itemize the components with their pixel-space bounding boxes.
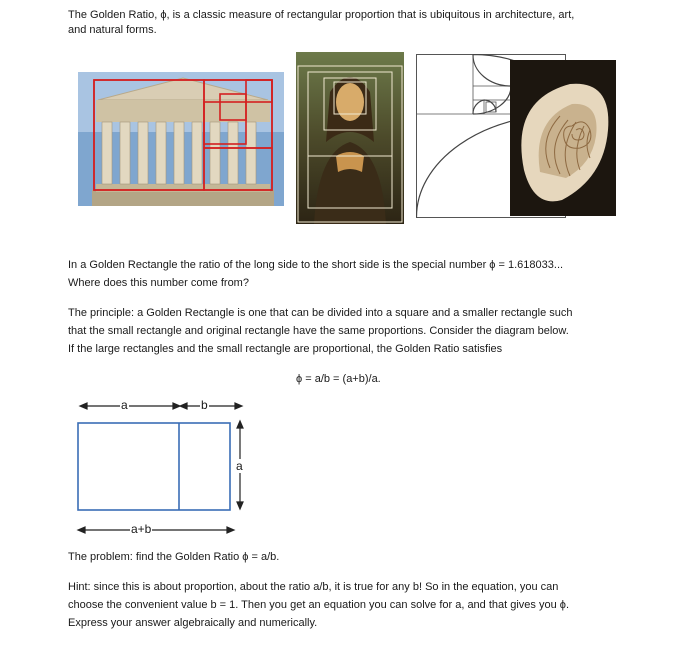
golden-ratio-images	[70, 52, 616, 224]
hint-line-3: Express your answer algebraically and numerically.	[68, 617, 318, 629]
label-b-top: b	[201, 398, 208, 412]
mona-lisa-image	[296, 52, 404, 224]
large-rectangle	[78, 423, 230, 510]
hint-line-1: Hint: since this is about proportion, about the ratio a/b, it is true for any b! So in the equation, you can	[68, 581, 559, 593]
problem-statement: The problem: find the Golden Ratio ϕ = a/b.	[68, 551, 280, 563]
principle-line-3: If the large rectangles and the small rectangle are proportional, the Golden Ratio satisfies	[68, 343, 503, 355]
intro-line-1: The Golden Ratio, ϕ, is a classic measure of rectangular proportion that is ubiquitous in architecture, art,	[68, 9, 575, 21]
golden-rectangle-diagram	[60, 395, 260, 545]
principle-line-2: that the small rectangle and original rectangle have the same proportions. Consider the diagram below.	[68, 325, 569, 337]
diagram-lines	[60, 395, 260, 545]
label-a-plus-b: a+b	[131, 522, 152, 536]
question-line-1: In a Golden Rectangle the ratio of the long side to the short side is the special number ϕ = 1.618033...	[68, 259, 564, 271]
intro-line-2: and natural forms.	[68, 24, 157, 36]
parthenon-image	[78, 72, 284, 206]
hint-line-2: choose the convenient value b = 1. Then you get an equation you can solve for a, and that gives you ϕ.	[68, 599, 569, 611]
label-a-side: a	[236, 459, 243, 473]
question-line-2: Where does this number come from?	[68, 277, 249, 289]
label-a-top: a	[121, 398, 128, 412]
nautilus-shell-image	[510, 60, 616, 216]
golden-ratio-equation: ϕ = a/b = (a+b)/a.	[296, 373, 381, 385]
principle-line-1: The principle: a Golden Rectangle is one that can be divided into a square and a smaller rectangle such	[68, 307, 573, 319]
